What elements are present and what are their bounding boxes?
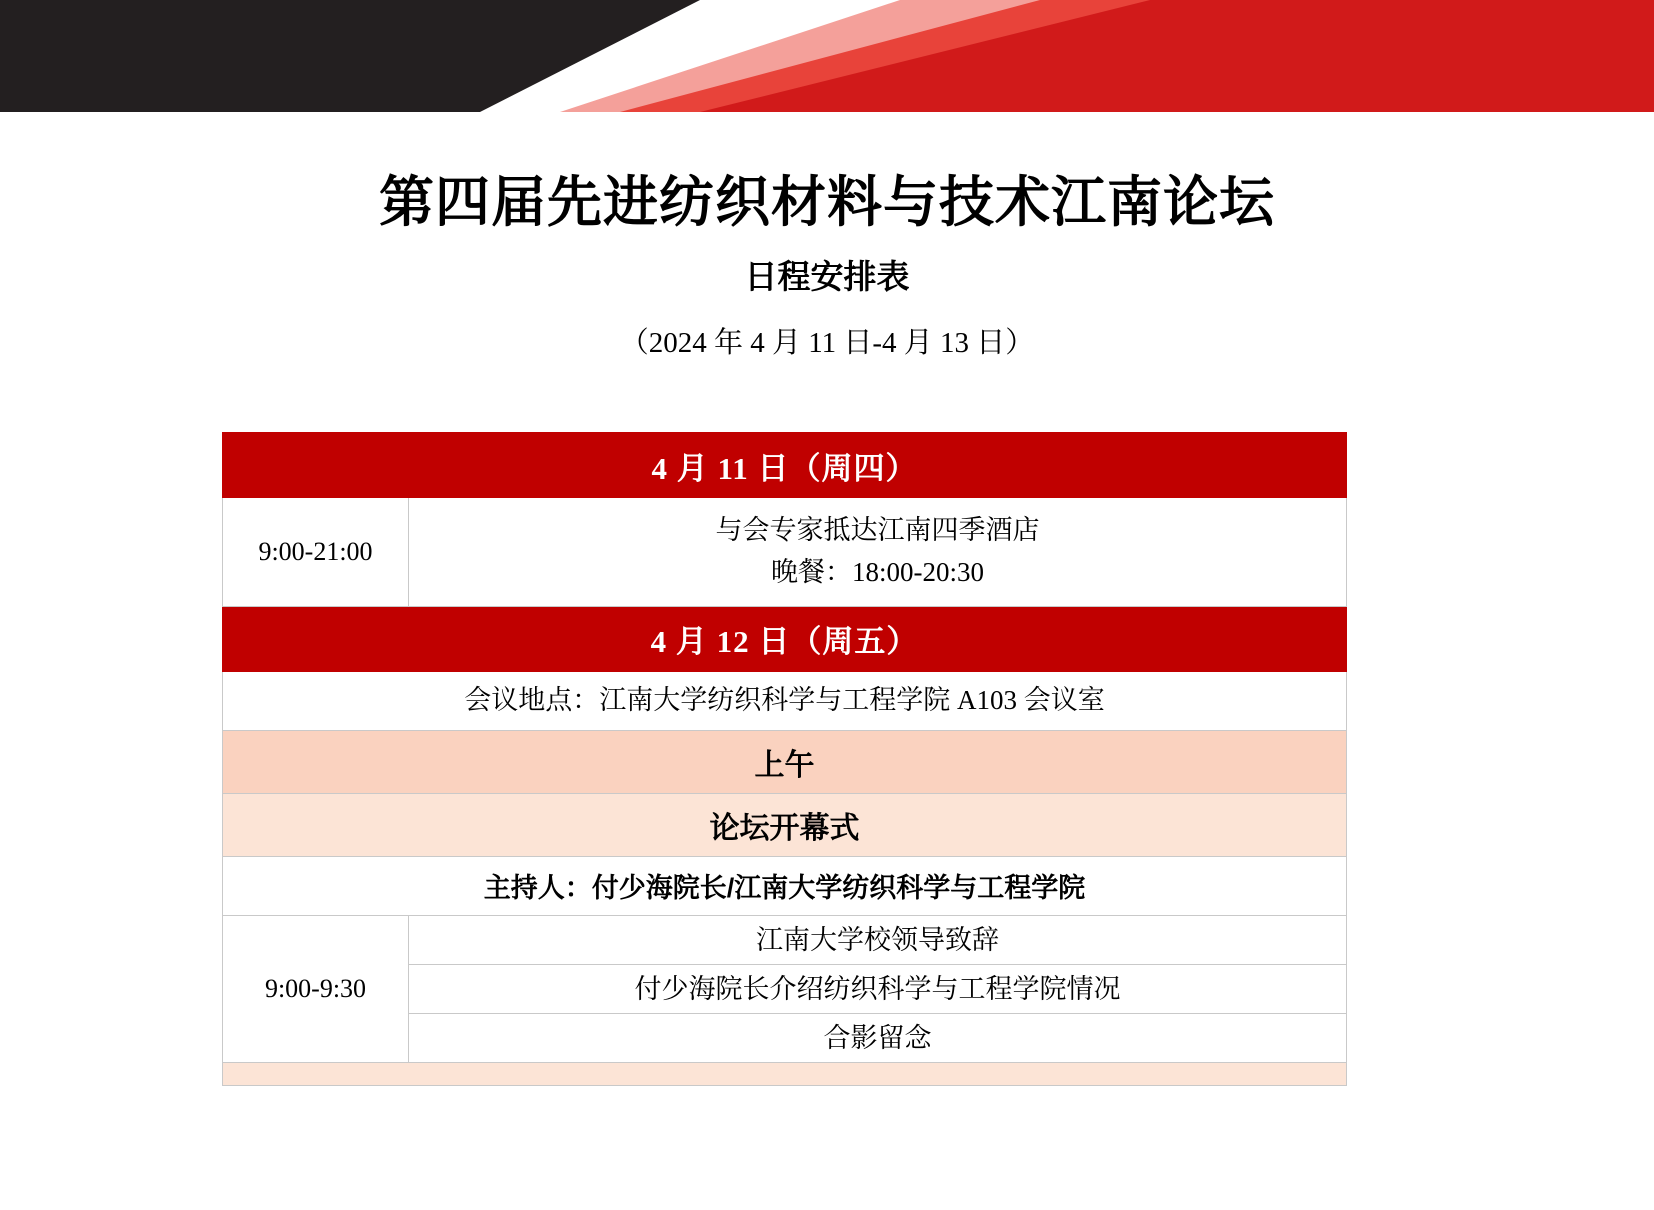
page-title: 第四届先进纺织材料与技术江南论坛 (378, 171, 1275, 233)
table-row (223, 498, 1347, 607)
day1-row1-content (409, 498, 1347, 607)
banner-graphic (0, 0, 1654, 112)
day2-row1-line2: 付少海院长介绍纺织科学与工程学院情况 (409, 965, 1346, 1014)
page-subtitle: 日程安排表 (744, 257, 910, 295)
day2-ampm-label: 上午 (223, 730, 1347, 793)
table-row (223, 915, 1347, 1062)
day2-row1-content (409, 915, 1347, 1062)
schedule-table (222, 432, 1347, 1086)
day2-row1-line3: 合影留念 (823, 1022, 932, 1053)
next-section-band (223, 1062, 1347, 1085)
day2-header: 4 月 12 日（周五） (223, 606, 1347, 671)
day1-row1-line2: 晚餐：18:00-20:30 (771, 556, 984, 587)
day2-section-label: 论坛开幕式 (223, 793, 1347, 856)
table-row (223, 730, 1347, 793)
day-header-row (223, 433, 1347, 498)
table-row (223, 671, 1347, 730)
day1-header: 4 月 11 日（周四） (223, 433, 1347, 498)
date-range: （2024 年 4 月 11 日-4 月 13 日） (619, 326, 1035, 359)
day1-row1-line1: 与会专家抵达江南四季酒店 (715, 515, 1040, 545)
day2-row1-time: 9:00-9:30 (223, 915, 409, 1062)
day1-row1-time: 9:00-21:00 (223, 498, 409, 607)
day2-row1-line1: 江南大学校领导致辞 (409, 916, 1346, 965)
header-banner (0, 0, 1654, 112)
day-header-row (223, 606, 1347, 671)
table-row (223, 856, 1347, 915)
table-row-partial (223, 1062, 1347, 1085)
day2-venue: 会议地点：江南大学纺织科学与工程学院 A103 会议室 (223, 671, 1347, 730)
table-row (223, 793, 1347, 856)
title-block (0, 170, 1654, 361)
day2-host: 主持人：付少海院长/江南大学纺织科学与工程学院 (223, 856, 1347, 915)
